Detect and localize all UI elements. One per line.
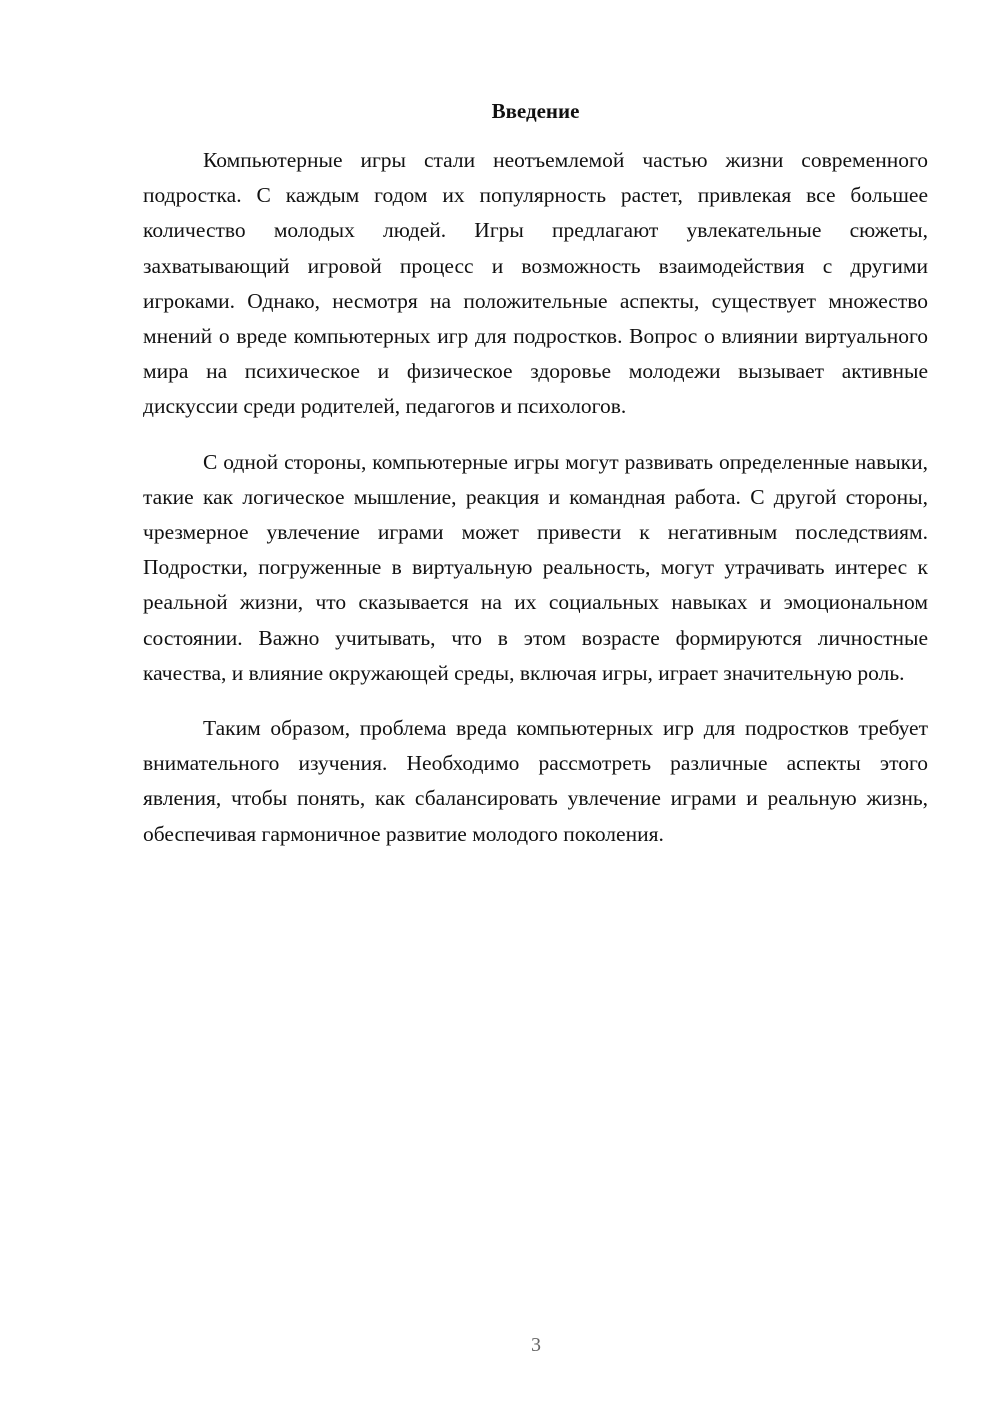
paragraph-3: Таким образом, проблема вреда компьютерных игр для подростков требует внимательного изучения. Необходимо рассмотреть различные аспекты этого явления, чтобы понять, как сбалансировать увлечение играми и реальную жизнь, обеспечивая гармоничное развитие молодого поколения. [143,716,928,846]
body-text [143,143,928,872]
section-title: Введение [491,99,580,123]
page-number: 3 [531,1334,541,1356]
paragraph-1: Компьютерные игры стали неотъемлемой частью жизни современного подростка. С каждым годом их популярность растет, привлекая все большее количество молодых людей. Игры предлагают увлекательные сюжеты, захватывающий игровой процесс и возможность взаимодействия с другими игроками. Однако, несмотря на положительные аспекты, существует множество мнений о вреде компьютерных игр для подростков. Вопрос о влиянии виртуального мира на психическое и физическое здоровье молодежи вызывает активные дискуссии среди родителей, педагогов и психологов. [143,148,928,419]
paragraph-2: С одной стороны, компьютерные игры могут развивать определенные навыки, такие как логическое мышление, реакция и командная работа. С другой стороны, чрезмерное увлечение играми может привести к негативным последствиям. Подростки, погруженные в виртуальную реальность, могут утрачивать интерес к реальной жизни, что сказывается на их социальных навыках и эмоциональном состоянии. Важно учитывать, что в этом возрасте формируются личностные качества, и влияние окружающей среды, включая игры, играет значительную роль. [143,449,928,685]
